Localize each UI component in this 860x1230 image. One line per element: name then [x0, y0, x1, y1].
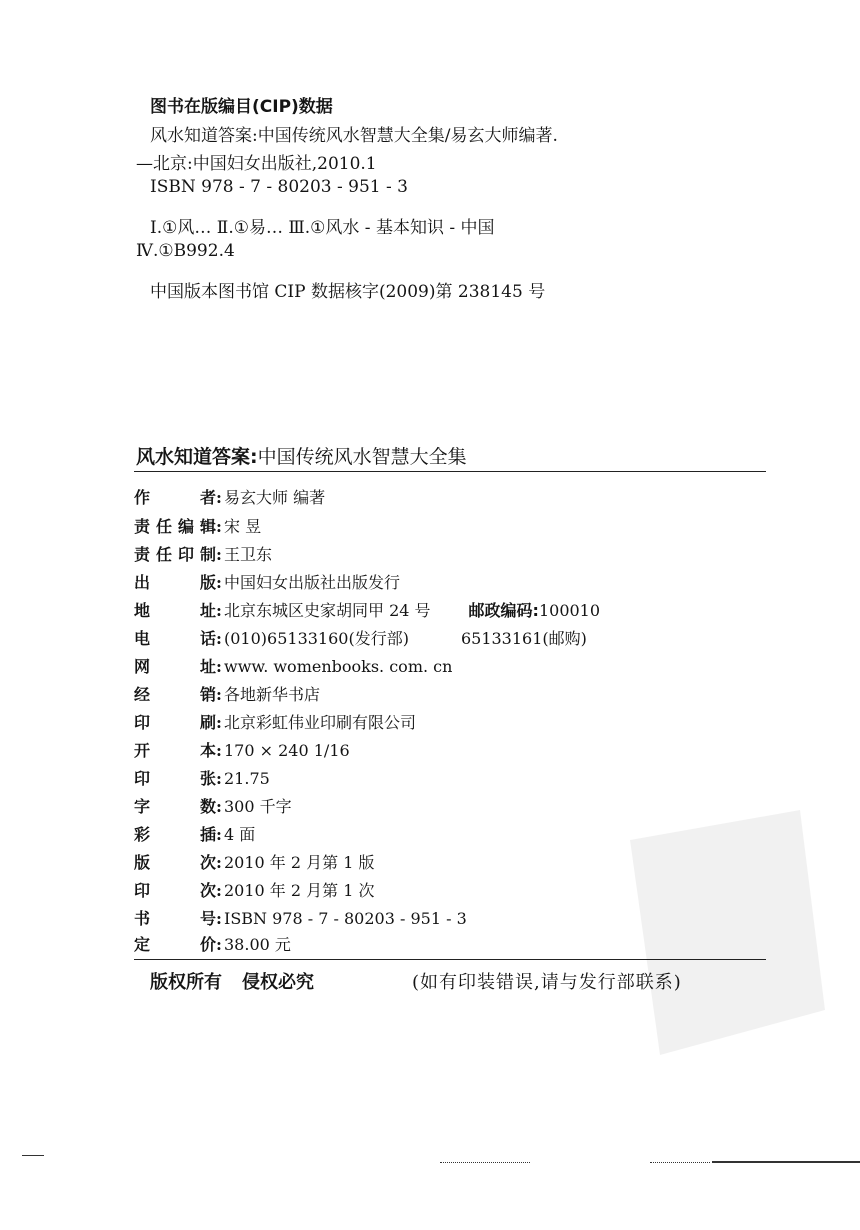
label-format: 开本 — [134, 741, 216, 760]
label-price: 定价 — [134, 935, 216, 954]
book-title-subtitle: 中国传统风水智慧大全集 — [257, 446, 467, 468]
separator: : — [216, 713, 222, 732]
row-editor — [134, 514, 261, 540]
value-price: 38.00 元 — [224, 935, 291, 954]
label-sheets: 印张 — [134, 769, 216, 788]
value-print-manager: 王卫东 — [224, 545, 273, 564]
watermark-stamp-icon — [600, 800, 830, 1060]
row-impression — [134, 878, 375, 904]
misprint-note: (如有印装错误,请与发行部联系) — [412, 972, 682, 993]
cip-subject-line: Ⅰ.①风… Ⅱ.①易… Ⅲ.①风水 - 基本知识 - 中国 — [150, 218, 495, 238]
label-printer: 印刷 — [134, 713, 216, 732]
separator: : — [216, 545, 222, 564]
row-distributor — [134, 682, 320, 708]
book-title-main: 风水知道答案: — [136, 446, 258, 468]
row-author — [134, 485, 325, 511]
value-edition: 2010 年 2 月第 1 版 — [224, 853, 375, 872]
value-distributor: 各地新华书店 — [224, 685, 321, 704]
row-price — [134, 932, 291, 958]
value-color-plates: 4 面 — [224, 825, 256, 844]
title-rule — [134, 471, 766, 472]
label-website: 网址 — [134, 657, 216, 676]
separator: : — [216, 488, 222, 507]
separator: : — [216, 517, 222, 536]
copyright-notice — [150, 968, 314, 994]
row-publisher — [134, 570, 400, 596]
label-edition: 版次 — [134, 853, 216, 872]
scan-mark — [22, 1155, 44, 1156]
separator: : — [216, 935, 222, 954]
scan-mark — [712, 1161, 860, 1163]
label-isbn: 书号 — [134, 909, 216, 928]
value-sheets: 21.75 — [224, 769, 270, 788]
cip-number-line: 中国版本图书馆 CIP 数据核字(2009)第 238145 号 — [150, 282, 546, 302]
separator: : — [216, 685, 222, 704]
value-isbn: ISBN 978 - 7 - 80203 - 951 - 3 — [224, 909, 467, 928]
value-editor: 宋 昱 — [224, 517, 262, 536]
row-edition — [134, 850, 375, 876]
value-format: 170 × 240 1/16 — [224, 741, 350, 760]
separator: : — [216, 853, 222, 872]
infringement-text: 侵权必究 — [242, 972, 314, 993]
separator: : — [216, 797, 222, 816]
row-color-plates — [134, 822, 255, 848]
row-print-manager — [134, 542, 272, 568]
value-website: www. womenbooks. com. cn — [224, 657, 453, 676]
value-impression: 2010 年 2 月第 1 次 — [224, 881, 375, 900]
row-website — [134, 654, 452, 680]
cip-title-line: 风水知道答案:中国传统风水智慧大全集/易玄大师编著. — [150, 126, 558, 146]
cip-class-line: Ⅳ.①B992.4 — [136, 241, 235, 261]
cip-isbn-line: ISBN 978 - 7 - 80203 - 951 - 3 — [150, 177, 408, 197]
value-author: 易玄大师 编著 — [224, 488, 326, 507]
row-isbn — [134, 906, 467, 932]
label-editor: 责任编辑 — [134, 517, 216, 536]
separator: : — [216, 769, 222, 788]
value-zip: 100010 — [538, 601, 601, 620]
value-phone-mail-order: 65133161(邮购) — [460, 629, 587, 648]
label-author: 作者 — [134, 488, 216, 507]
separator: : — [216, 881, 222, 900]
scan-mark — [650, 1162, 710, 1163]
label-address: 地址 — [134, 601, 216, 620]
value-phone: (010)65133160(发行部) — [224, 629, 409, 648]
separator: : — [216, 825, 222, 844]
label-phone: 电话 — [134, 629, 216, 648]
row-phone — [134, 626, 587, 652]
label-zip: 邮政编码: — [468, 601, 539, 620]
label-impression: 印次 — [134, 881, 216, 900]
row-format — [134, 738, 350, 764]
separator: : — [216, 657, 222, 676]
row-printer — [134, 710, 416, 736]
value-words: 300 千字 — [224, 797, 292, 816]
value-publisher: 中国妇女出版社出版发行 — [224, 573, 401, 592]
label-print-manager: 责任印制 — [134, 545, 216, 564]
label-distributor: 经销 — [134, 685, 216, 704]
separator: : — [216, 909, 222, 928]
row-words — [134, 794, 292, 820]
cip-heading: 图书在版编目(CIP)数据 — [150, 97, 333, 117]
row-address — [134, 598, 600, 624]
value-printer: 北京彩虹伟业印刷有限公司 — [224, 713, 417, 732]
book-title — [136, 442, 467, 469]
separator: : — [216, 629, 222, 648]
label-publisher: 出版 — [134, 573, 216, 592]
value-address: 北京东城区史家胡同甲 24 号 — [224, 601, 431, 620]
row-sheets — [134, 766, 270, 792]
label-color-plates: 彩插 — [134, 825, 216, 844]
copyright-text: 版权所有 — [150, 972, 222, 993]
separator: : — [216, 601, 222, 620]
cip-publisher-line: —北京:中国妇女出版社,2010.1 — [136, 154, 377, 174]
scan-mark — [440, 1162, 530, 1163]
separator: : — [216, 741, 222, 760]
label-words: 字数 — [134, 797, 216, 816]
separator: : — [216, 573, 222, 592]
